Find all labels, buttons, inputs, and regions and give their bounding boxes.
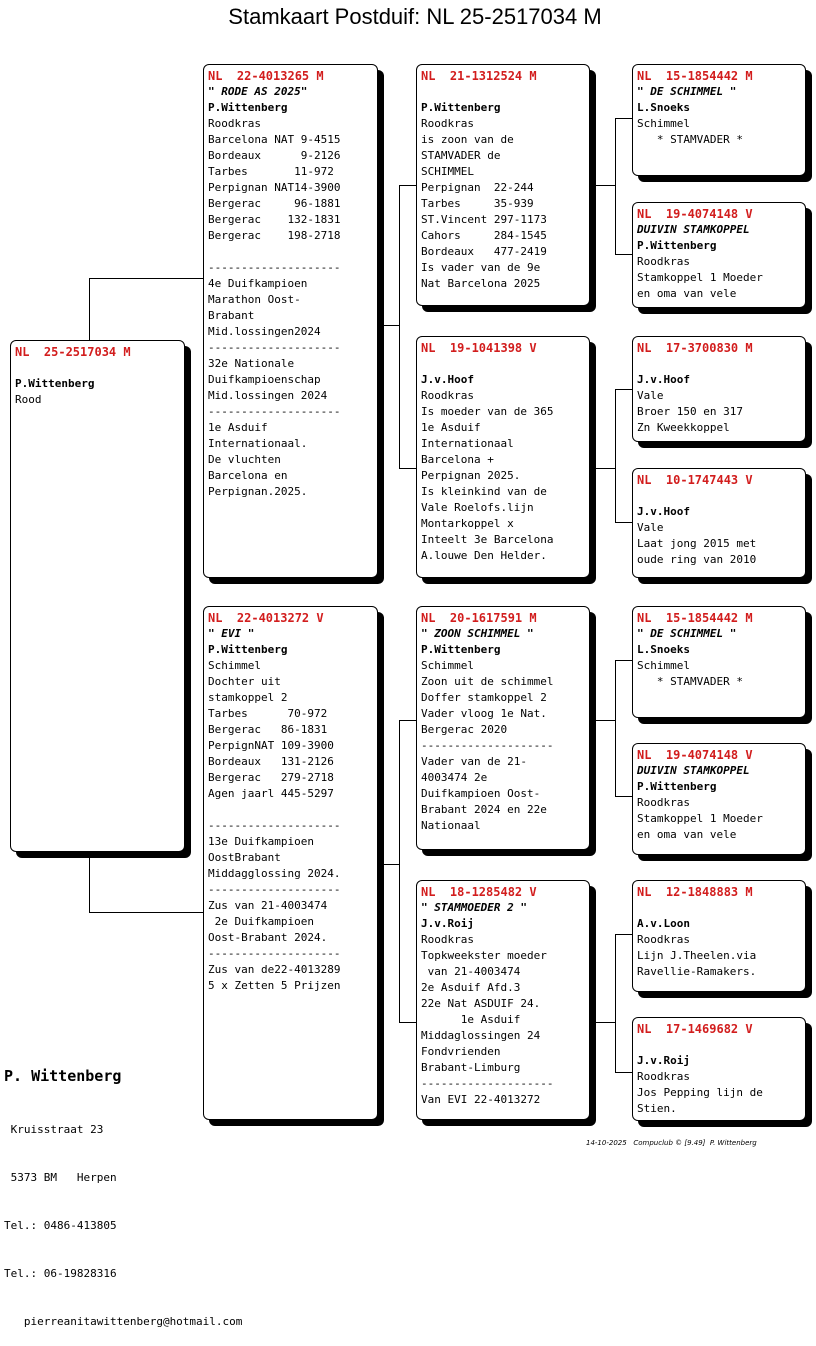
card-line: Schimmel — [637, 117, 690, 130]
card-line: P.Wittenberg — [637, 239, 717, 252]
connector-line — [615, 254, 632, 255]
pigeon-name: " DE SCHIMMEL " — [637, 85, 737, 98]
card-line: Stamkoppel 1 Moeder — [637, 271, 763, 284]
connector-line — [615, 522, 632, 523]
card-line: -------------------- — [421, 739, 554, 752]
card-line: P.Wittenberg — [208, 643, 288, 656]
card-line: Vale — [637, 389, 664, 402]
card-line: J.v.Hoof — [637, 373, 690, 386]
card-line: 5 x Zetten 5 Prijzen — [208, 979, 341, 992]
card-line: * STAMVADER * — [637, 675, 743, 688]
card-line: Roodkras — [421, 933, 474, 946]
ring-number: NL 19-4074148 V — [637, 207, 753, 221]
card-line: ST.Vincent 297-1173 — [421, 213, 547, 226]
card-line: Bergerac 2020 — [421, 723, 508, 736]
card-line: Rood — [15, 393, 42, 406]
pigeon-card-father-father — [416, 64, 590, 306]
card-line: 1e Asduif — [208, 421, 268, 434]
card-line: -------------------- — [421, 1077, 554, 1090]
card-line: Brabant-Limburg — [421, 1061, 521, 1074]
card-line: Tarbes 11-972 — [208, 165, 334, 178]
owner-phone: Tel.: 0486-413805 — [4, 1219, 117, 1232]
pigeon-name: DUIVIN STAMKOPPEL — [637, 223, 750, 236]
ring-number: NL 20-1617591 M — [421, 611, 537, 625]
card-line: Barcelona + — [421, 453, 494, 466]
card-line: P.Wittenberg — [15, 377, 95, 390]
connector-line — [377, 325, 399, 326]
card-line: Perpignan 22-244 — [421, 181, 534, 194]
card-line: Bordeaux 131-2126 — [208, 755, 334, 768]
card-line: Stamkoppel 1 Moeder — [637, 812, 763, 825]
blank-line — [637, 356, 801, 372]
connector-line — [399, 185, 416, 186]
pigeon-name: DUIVIN STAMKOPPEL — [637, 764, 750, 777]
owner-email: pierreanitawittenberg@hotmail.com — [4, 1315, 243, 1328]
card-line: L.Snoeks — [637, 101, 690, 114]
card-line: Bergerac 86-1831 — [208, 723, 328, 736]
card-line — [15, 360, 180, 376]
card-line: 4003474 2e — [421, 771, 488, 784]
card-line: Jos Pepping lijn de — [637, 1086, 763, 1099]
card-line: Nationaal — [421, 819, 481, 832]
card-line: 22e Nat ASDUIF 24. — [421, 997, 541, 1010]
ring-number: NL 10-1747443 V — [637, 473, 753, 487]
ring-number: NL 22-4013265 M — [208, 69, 324, 83]
ring-number: NL 25-2517034 M — [15, 345, 131, 359]
footer-text: 14-10-2025 Compuclub © [9.49] P. Wittenberg — [586, 1139, 757, 1147]
card-line: Mid.lossingen 2024 — [208, 389, 328, 402]
connector-line — [589, 468, 615, 469]
connector-line — [615, 389, 632, 390]
pigeon-card-mff — [632, 606, 806, 718]
connector-line — [589, 720, 615, 721]
card-line: Roodkras — [208, 117, 261, 130]
connector-line — [89, 851, 90, 912]
card-line — [208, 802, 373, 818]
card-line: Is moeder van de 365 — [421, 405, 554, 418]
pigeon-card-subject — [10, 340, 185, 852]
card-line: en oma van vele — [637, 828, 737, 841]
connector-line — [399, 1022, 416, 1023]
card-line: Roodkras — [637, 1070, 690, 1083]
card-line: Nat Barcelona 2025 — [421, 277, 541, 290]
connector-line — [589, 185, 615, 186]
card-line: J.v.Hoof — [637, 505, 690, 518]
ring-number: NL 19-1041398 V — [421, 341, 537, 355]
card-line: Vader van de 21- — [421, 755, 527, 768]
card-line: P.Wittenberg — [208, 101, 288, 114]
card-line: -------------------- — [208, 261, 341, 274]
blank-line — [421, 84, 585, 100]
pigeon-card-father — [203, 64, 378, 578]
card-line: Barcelona NAT 9-4515 — [208, 133, 341, 146]
blank-line — [637, 900, 801, 916]
card-line: J.v.Roij — [637, 1054, 690, 1067]
pigeon-card-fmf — [632, 336, 806, 442]
connector-line — [89, 912, 204, 913]
card-line: Zus van de22-4013289 — [208, 963, 341, 976]
card-line: Zus van 21-4003474 — [208, 899, 328, 912]
card-line: J.v.Roij — [421, 917, 474, 930]
pigeon-card-mother-father — [416, 606, 590, 850]
card-line: Roodkras — [637, 933, 690, 946]
connector-line — [615, 934, 632, 935]
card-line: Tarbes 70-972 — [208, 707, 328, 720]
card-line: Doffer stamkoppel 2 — [421, 691, 547, 704]
card-line: Brabant — [208, 309, 255, 322]
connector-line — [615, 934, 616, 1072]
owner-info — [4, 1034, 242, 1346]
ring-number: NL 19-4074148 V — [637, 748, 753, 762]
connector-line — [615, 118, 616, 254]
card-line: Ravellie-Ramakers. — [637, 965, 757, 978]
card-line: Bergerac 198-2718 — [208, 229, 341, 242]
pigeon-card-fmm — [632, 468, 806, 578]
card-line: Fondvrienden — [421, 1045, 501, 1058]
card-line: -------------------- — [208, 341, 341, 354]
card-line: Marathon Oost- — [208, 293, 301, 306]
card-line: Dochter uit — [208, 675, 281, 688]
card-line: Roodkras — [421, 389, 474, 402]
card-line: Oost-Brabant 2024. — [208, 931, 328, 944]
card-line: Middagglossing 2024. — [208, 867, 341, 880]
ring-number: NL 21-1312524 M — [421, 69, 537, 83]
card-line: Barcelona en — [208, 469, 288, 482]
pigeon-card-mfm — [632, 743, 806, 855]
card-line: STAMVADER de — [421, 149, 501, 162]
card-line: Schimmel — [208, 659, 261, 672]
owner-phone: Tel.: 06-19828316 — [4, 1267, 117, 1280]
blank-line — [637, 1037, 801, 1053]
connector-line — [589, 1022, 615, 1023]
card-line: 1e Asduif — [421, 1013, 521, 1026]
card-line: P.Wittenberg — [421, 643, 501, 656]
connector-line — [615, 660, 632, 661]
card-line: stamkoppel 2 — [208, 691, 288, 704]
card-line: Internationaal. — [208, 437, 308, 450]
card-line: Stien. — [637, 1102, 677, 1115]
card-line: A.v.Loon — [637, 917, 690, 930]
card-line: -------------------- — [208, 405, 341, 418]
pigeon-name: " RODE AS 2025" — [208, 85, 308, 98]
connector-line — [399, 185, 400, 468]
card-line: Schimmel — [421, 659, 474, 672]
ring-number: NL 18-1285482 V — [421, 885, 537, 899]
card-line: Internationaal — [421, 437, 514, 450]
card-line: oude ring van 2010 — [637, 553, 757, 566]
card-line: en oma van vele — [637, 287, 737, 300]
card-line: Perpignan 2025. — [421, 469, 521, 482]
connector-line — [615, 1072, 632, 1073]
card-line: -------------------- — [208, 883, 341, 896]
pigeon-card-mother-mother — [416, 880, 590, 1120]
connector-line — [399, 720, 416, 721]
connector-line — [399, 720, 400, 1022]
card-line: * STAMVADER * — [637, 133, 743, 146]
card-line: Cahors 284-1545 — [421, 229, 547, 242]
card-line: Roodkras — [637, 796, 690, 809]
card-line: 4e Duifkampioen — [208, 277, 308, 290]
card-line: L.Snoeks — [637, 643, 690, 656]
card-line: Vale — [637, 521, 664, 534]
pigeon-name: " DE SCHIMMEL " — [637, 627, 737, 640]
owner-line: 5373 BM Herpen — [4, 1171, 117, 1184]
card-line: -------------------- — [208, 947, 341, 960]
card-line: is zoon van de — [421, 133, 514, 146]
connector-line — [615, 660, 616, 796]
card-line: De vluchten — [208, 453, 281, 466]
pigeon-name: " EVI " — [208, 627, 255, 640]
card-line: Lijn J.Theelen.via — [637, 949, 757, 962]
pigeon-card-father-mother — [416, 336, 590, 578]
card-line: Middaglossingen 24 — [421, 1029, 541, 1042]
blank-line — [421, 356, 585, 372]
ring-number: NL 12-1848883 M — [637, 885, 753, 899]
connector-line — [615, 389, 616, 522]
card-line: Is kleinkind van de — [421, 485, 547, 498]
card-line: 13e Duifkampioen — [208, 835, 314, 848]
blank-line — [637, 488, 801, 504]
card-line: Tarbes 35-939 — [421, 197, 534, 210]
card-line: Agen jaarl 445-5297 — [208, 787, 334, 800]
card-line: Bergerac 96-1881 — [208, 197, 341, 210]
card-line: Bordeaux 477-2419 — [421, 245, 547, 258]
card-line: Inteelt 3e Barcelona — [421, 533, 554, 546]
card-line: Vader vloog 1e Nat. — [421, 707, 547, 720]
connector-line — [89, 278, 204, 279]
card-line: Duifkampioenschap — [208, 373, 321, 386]
card-line: van 21-4003474 — [421, 965, 521, 978]
card-line: 2e Duifkampioen — [208, 915, 314, 928]
ring-number: NL 22-4013272 V — [208, 611, 324, 625]
connector-line — [615, 118, 632, 119]
connector-line — [399, 468, 416, 469]
card-line: 2e Asduif Afd.3 — [421, 981, 521, 994]
pigeon-name: " STAMMOEDER 2 " — [421, 901, 527, 914]
card-line: P.Wittenberg — [637, 780, 717, 793]
card-line: J.v.Hoof — [421, 373, 474, 386]
card-line: PerpignNAT 109-3900 — [208, 739, 334, 752]
page-title: Stamkaart Postduif: NL 25-2517034 M — [228, 4, 602, 29]
connector-line — [377, 864, 399, 865]
card-line: Schimmel — [637, 659, 690, 672]
ring-number: NL 17-1469682 V — [637, 1022, 753, 1036]
card-line: Bordeaux 9-2126 — [208, 149, 341, 162]
pigeon-card-ffw — [632, 64, 806, 176]
card-line — [208, 244, 373, 260]
card-line: Laat jong 2015 met — [637, 537, 757, 550]
card-line: P.Wittenberg — [421, 101, 501, 114]
ring-number: NL 15-1854442 M — [637, 611, 753, 625]
card-line: Perpignan NAT14-3900 — [208, 181, 341, 194]
ring-number: NL 17-3700830 M — [637, 341, 753, 355]
card-line: Topkweekster moeder — [421, 949, 547, 962]
card-line: OostBrabant — [208, 851, 281, 864]
pigeon-card-ffm — [632, 202, 806, 308]
ring-number: NL 15-1854442 M — [637, 69, 753, 83]
card-line: Bergerac 132-1831 — [208, 213, 341, 226]
card-line: 32e Nationale — [208, 357, 295, 370]
card-line: -------------------- — [208, 819, 341, 832]
card-line: Zn Kweekkoppel — [637, 421, 730, 434]
pigeon-card-mmf — [632, 880, 806, 992]
card-line: Perpignan.2025. — [208, 485, 308, 498]
owner-line: Kruisstraat 23 — [4, 1123, 104, 1136]
card-line: Van EVI 22-4013272 — [421, 1093, 541, 1106]
card-line: SCHIMMEL — [421, 165, 474, 178]
card-line: Montarkoppel x — [421, 517, 514, 530]
card-line: Bergerac 279-2718 — [208, 771, 334, 784]
card-line: Broer 150 en 317 — [637, 405, 743, 418]
card-line: Duifkampioen Oost- — [421, 787, 541, 800]
card-line: 1e Asduif — [421, 421, 481, 434]
card-line: Brabant 2024 en 22e — [421, 803, 547, 816]
pigeon-card-mmm — [632, 1017, 806, 1121]
connector-line — [89, 278, 90, 340]
owner-name: P. Wittenberg — [4, 1067, 122, 1085]
card-line: Roodkras — [637, 255, 690, 268]
card-line: Mid.lossingen2024 — [208, 325, 321, 338]
card-line: A.louwe Den Helder. — [421, 549, 547, 562]
card-line: Zoon uit de schimmel — [421, 675, 554, 688]
card-line: Roodkras — [421, 117, 474, 130]
card-line: Vale Roelofs.lijn — [421, 501, 534, 514]
pigeon-name: " ZOON SCHIMMEL " — [421, 627, 534, 640]
connector-line — [615, 796, 632, 797]
card-line: Is vader van de 9e — [421, 261, 541, 274]
